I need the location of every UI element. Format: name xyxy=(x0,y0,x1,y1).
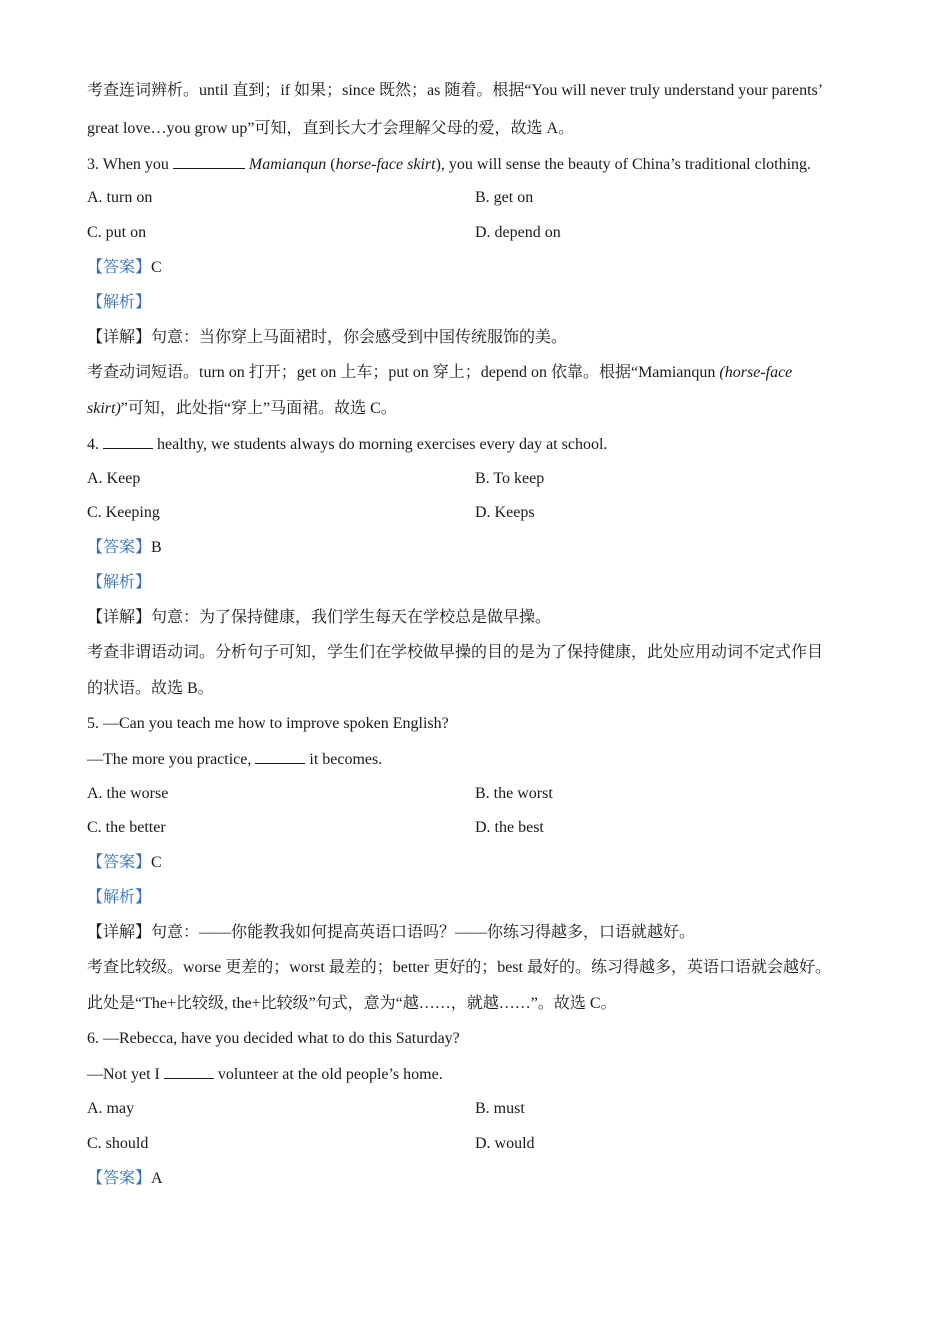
question-3-stem xyxy=(87,153,870,176)
explanation-line: 考查非谓语动词。分析句子可知，学生们在学校做早操的目的是为了保持健康，此处应用动词不定式作目 xyxy=(87,644,824,661)
answer-blank xyxy=(103,433,153,449)
analysis-line xyxy=(87,887,870,909)
answer-label: 【答案】 xyxy=(87,539,152,556)
stem-gloss: horse-face skirt xyxy=(335,156,436,173)
question-5-response xyxy=(87,748,870,771)
explanation-italic: skirt) xyxy=(87,400,121,417)
option-c: C. should xyxy=(87,1135,149,1152)
text-line: 考查连词辨析。until 直到；if 如果；since 既然；as 随着。根据“You will never truly understand your parents’ xyxy=(87,82,824,99)
detail-text: 句意：当你穿上马面裙时，你会感受到中国传统服饰的美。 xyxy=(151,329,568,346)
answer-label: 【答案】 xyxy=(87,854,152,871)
answer-value: A xyxy=(151,1170,163,1187)
analysis-line xyxy=(87,292,870,314)
stem-text: —Not yet I xyxy=(87,1066,164,1083)
stem-term: Mamianqun xyxy=(248,156,327,173)
answer-line xyxy=(87,852,870,874)
explanation-line: 此处是“The+比较级, the+比较级”句式，意为“越……，就越……”。故选 C。 xyxy=(87,995,617,1012)
detail-line xyxy=(87,922,870,944)
answer-label: 【答案】 xyxy=(87,1170,152,1187)
option-b: B. the worst xyxy=(475,785,553,802)
detail-line xyxy=(87,327,870,349)
analysis-label: 【解析】 xyxy=(87,889,152,906)
option-c: C. the better xyxy=(87,819,166,836)
stem-text: healthy, we students always do morning exercises every day at school. xyxy=(153,436,608,453)
explanation-italic: (horse-face xyxy=(719,364,793,381)
text-line: great love…you grow up”可知，直到长大才会理解父母的爱，故选 A。 xyxy=(87,120,575,137)
stem-text: it becomes. xyxy=(305,751,383,768)
answer-blank xyxy=(173,153,245,169)
answer-line xyxy=(87,1168,870,1190)
explanation-line: 考查比较级。worse 更差的；worst 最差的；better 更好的；best 最好的。练习得越多，英语口语就会越好。 xyxy=(87,959,831,976)
analysis-line xyxy=(87,572,870,594)
question-6-response xyxy=(87,1063,870,1086)
answer-blank xyxy=(164,1063,214,1079)
option-d: D. Keeps xyxy=(475,504,535,521)
answer-value: C xyxy=(151,854,162,871)
option-a: A. may xyxy=(87,1100,135,1117)
explanation-line: 的状语。故选 B。 xyxy=(87,680,214,697)
stem-text: 4. xyxy=(87,436,103,453)
answer-value: B xyxy=(151,539,162,556)
explanation-line xyxy=(87,362,870,384)
detail-text: 句意：为了保持健康，我们学生每天在学校总是做早操。 xyxy=(151,609,552,626)
detail-label: 【详解】 xyxy=(87,329,152,346)
detail-text: 句意：——你能教我如何提高英语口语吗？——你练习得越多，口语就越好。 xyxy=(151,924,696,941)
stem-text: volunteer at the old people’s home. xyxy=(213,1066,443,1083)
option-d: D. the best xyxy=(475,819,544,836)
option-c: C. Keeping xyxy=(87,504,160,521)
detail-line xyxy=(87,607,870,629)
option-b: B. get on xyxy=(475,189,534,206)
option-d: D. depend on xyxy=(475,224,561,241)
option-d: D. would xyxy=(475,1135,535,1152)
stem-text: —The more you practice, xyxy=(87,751,256,768)
stem-text: ( xyxy=(326,156,336,173)
explanation-text: ”可知，此处指“穿上”马面裙。故选 C。 xyxy=(120,400,397,417)
answer-blank xyxy=(255,748,305,764)
detail-label: 【详解】 xyxy=(87,609,152,626)
stem-text: ), you will sense the beauty of China’s traditional clothing. xyxy=(435,156,812,173)
analysis-label: 【解析】 xyxy=(87,574,152,591)
option-b: B. To keep xyxy=(475,470,545,487)
detail-label: 【详解】 xyxy=(87,924,152,941)
option-a: A. the worse xyxy=(87,785,169,802)
option-a: A. turn on xyxy=(87,189,153,206)
explanation-line xyxy=(87,398,870,420)
answer-line xyxy=(87,537,870,559)
answer-line xyxy=(87,257,870,279)
explanation-text: 考查动词短语。turn on 打开；get on 上车；put on 穿上；depend on 依靠。根据“Mamianqun xyxy=(87,364,720,381)
answer-value: C xyxy=(151,259,162,276)
question-4-stem xyxy=(87,433,870,456)
answer-label: 【答案】 xyxy=(87,259,152,276)
stem-text: 3. When you xyxy=(87,156,173,173)
option-a: A. Keep xyxy=(87,470,141,487)
question-5-stem: 5. —Can you teach me how to improve spoken English? xyxy=(87,715,449,732)
question-6-stem: 6. —Rebecca, have you decided what to do this Saturday? xyxy=(87,1030,460,1047)
analysis-label: 【解析】 xyxy=(87,294,152,311)
option-b: B. must xyxy=(475,1100,525,1117)
option-c: C. put on xyxy=(87,224,147,241)
